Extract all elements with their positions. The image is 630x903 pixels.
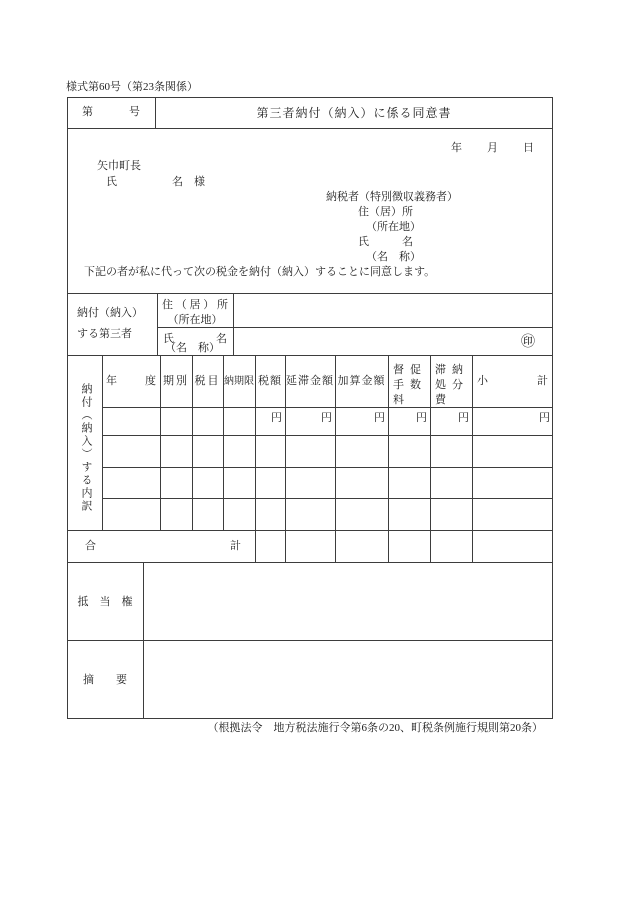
col-header-late-amount: 延滞金額: [286, 375, 334, 387]
third-party-address-label: 住（居）所: [162, 299, 228, 311]
breakdown-group-label: 納付（納入）する内訳: [80, 383, 92, 513]
grid-line-h: [102, 498, 553, 499]
taxpayer-address-label: 住（居）所: [358, 206, 413, 218]
mortgage-value: [144, 563, 552, 639]
remarks-value: [144, 641, 552, 717]
third-party-name-label: 氏 名: [163, 333, 227, 345]
col-header-period: 期別: [163, 375, 189, 387]
col-header-disposition-cost: 滞納処分費: [435, 364, 469, 406]
unit-yen: 円: [374, 412, 385, 424]
third-party-label-line1: 納付（納入）: [77, 307, 143, 319]
addressee-title: 矢巾町長: [97, 160, 141, 172]
col-header-due-date: 納期限: [224, 376, 254, 387]
mortgage-label: 抵 当 権: [77, 596, 133, 608]
grid-line-h: [102, 467, 553, 468]
date-line: 年 月 日: [451, 142, 535, 154]
unit-yen: 円: [271, 412, 282, 424]
consent-sentence: 下記の者が私に代って次の税金を納付（納入）することに同意します。: [84, 266, 436, 278]
col-header-demand-fee: 督促手数料: [393, 364, 427, 406]
col-header-tax-item: 税目: [194, 375, 221, 387]
unit-yen: 円: [539, 412, 550, 424]
third-party-address-sub: （所在地）: [167, 314, 223, 326]
form-number-note: 様式第60号（第23条関係）: [66, 81, 198, 93]
third-party-address-value: [234, 294, 552, 327]
taxpayer-heading: 納税者（特別徴収義務者）: [326, 191, 458, 203]
taxpayer-address-sub: （所在地）: [366, 221, 421, 233]
legal-basis-note: （根拠法令 地方税法施行令第6条の20、町税条例施行規則第20条）: [207, 722, 543, 734]
taxpayer-name-sub: （名 称）: [366, 251, 421, 263]
grid-line-h: [102, 435, 553, 436]
unit-yen: 円: [416, 412, 427, 424]
unit-yen: 円: [321, 412, 332, 424]
total-row-label: 合 計: [85, 540, 241, 552]
form-title: 第三者納付（納入）に係る同意書: [256, 106, 452, 120]
third-party-name-sub: （名 称）: [165, 342, 220, 354]
col-header-added-amount: 加算金額: [337, 375, 386, 387]
addressee-name-line: 氏 名 様: [106, 176, 205, 188]
seal-mark: ㊞: [521, 335, 535, 350]
third-party-name-value: [234, 328, 514, 355]
unit-yen: 円: [458, 412, 469, 424]
grid-line-h: [102, 407, 553, 408]
col-header-subtotal: 小 計: [477, 375, 548, 387]
doc-number-cell: 第 号: [82, 106, 140, 118]
remarks-label: 摘 要: [83, 674, 127, 686]
third-party-label-line2: する第三者: [77, 328, 132, 340]
col-header-tax-amount: 税額: [258, 375, 282, 387]
grid-line-h: [67, 128, 553, 129]
col-header-year: 年 度: [106, 375, 156, 387]
taxpayer-name-label: 氏 名: [358, 236, 413, 248]
